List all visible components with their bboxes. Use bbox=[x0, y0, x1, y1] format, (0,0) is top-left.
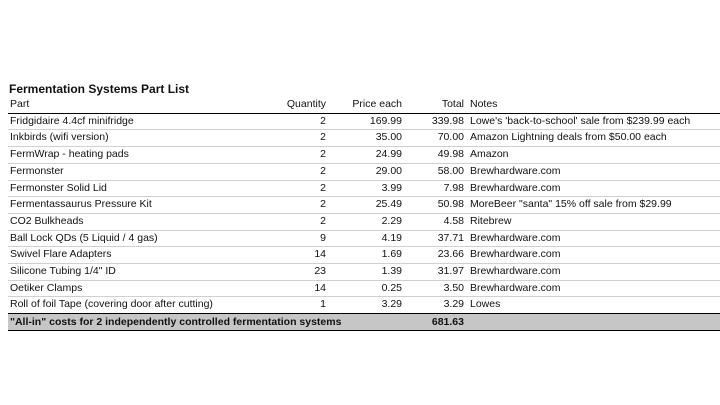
cell-total: 50.98 bbox=[404, 197, 466, 214]
table-row bbox=[8, 130, 720, 147]
cell-total: 3.29 bbox=[404, 297, 466, 314]
cell-part: Fridgidaire 4.4cf minifridge bbox=[8, 113, 262, 130]
cell-price-each: 0.25 bbox=[328, 280, 404, 297]
cell-total: 3.50 bbox=[404, 280, 466, 297]
table-row bbox=[8, 297, 720, 314]
page-title: Fermentation Systems Part List bbox=[9, 82, 190, 96]
cell-quantity: 23 bbox=[262, 264, 328, 281]
cell-quantity: 2 bbox=[262, 130, 328, 147]
table-row bbox=[8, 264, 720, 281]
cell-price-each: 4.19 bbox=[328, 230, 404, 247]
column-header-price-each: Price each bbox=[328, 97, 404, 113]
table-header-row bbox=[8, 97, 720, 113]
cell-notes: Lowe's 'back-to-school' sale from $239.99 each bbox=[466, 113, 720, 130]
cell-notes: Brewhardware.com bbox=[466, 180, 720, 197]
summary-notes-empty bbox=[466, 314, 720, 331]
cell-notes: Brewhardware.com bbox=[466, 280, 720, 297]
cell-part: Ball Lock QDs (5 Liquid / 4 gas) bbox=[8, 230, 262, 247]
cell-part: CO2 Bulkheads bbox=[8, 213, 262, 230]
cell-quantity: 14 bbox=[262, 247, 328, 264]
cell-part: Fermentassaurus Pressure Kit bbox=[8, 197, 262, 214]
cell-quantity: 1 bbox=[262, 297, 328, 314]
table-row bbox=[8, 247, 720, 264]
table-row bbox=[8, 280, 720, 297]
column-header-quantity: Quantity bbox=[262, 97, 328, 113]
cell-price-each: 169.99 bbox=[328, 113, 404, 130]
cell-price-each: 3.99 bbox=[328, 180, 404, 197]
cell-quantity: 2 bbox=[262, 113, 328, 130]
summary-total: 681.63 bbox=[404, 314, 466, 331]
cell-part: Fermonster Solid Lid bbox=[8, 180, 262, 197]
parts-list-sheet bbox=[8, 82, 710, 331]
cell-total: 7.98 bbox=[404, 180, 466, 197]
cell-notes: Amazon bbox=[466, 147, 720, 164]
cell-total: 49.98 bbox=[404, 147, 466, 164]
cell-total: 339.98 bbox=[404, 113, 466, 130]
cell-quantity: 14 bbox=[262, 280, 328, 297]
column-header-notes: Notes bbox=[466, 97, 720, 113]
parts-table-body bbox=[8, 113, 720, 313]
cell-total: 31.97 bbox=[404, 264, 466, 281]
cell-part: Silicone Tubing 1/4" ID bbox=[8, 264, 262, 281]
cell-notes: Brewhardware.com bbox=[466, 264, 720, 281]
table-row bbox=[8, 113, 720, 130]
cell-total: 58.00 bbox=[404, 163, 466, 180]
cell-part: Inkbirds (wifi version) bbox=[8, 130, 262, 147]
cell-total: 4.58 bbox=[404, 213, 466, 230]
column-header-total: Total bbox=[404, 97, 466, 113]
cell-quantity: 9 bbox=[262, 230, 328, 247]
table-row bbox=[8, 197, 720, 214]
cell-price-each: 1.69 bbox=[328, 247, 404, 264]
cell-price-each: 35.00 bbox=[328, 130, 404, 147]
table-row bbox=[8, 230, 720, 247]
cell-part: Swivel Flare Adapters bbox=[8, 247, 262, 264]
table-row bbox=[8, 213, 720, 230]
summary-label: "All-in" costs for 2 independently controlled fermentation systems bbox=[8, 314, 404, 331]
cell-price-each: 29.00 bbox=[328, 163, 404, 180]
cell-quantity: 2 bbox=[262, 213, 328, 230]
cell-quantity: 2 bbox=[262, 180, 328, 197]
cell-notes: MoreBeer "santa" 15% off sale from $29.99 bbox=[466, 197, 720, 214]
table-row bbox=[8, 163, 720, 180]
cell-quantity: 2 bbox=[262, 197, 328, 214]
cell-notes: Brewhardware.com bbox=[466, 163, 720, 180]
cell-part: FermWrap - heating pads bbox=[8, 147, 262, 164]
cell-notes: Brewhardware.com bbox=[466, 230, 720, 247]
cell-total: 23.66 bbox=[404, 247, 466, 264]
table-row bbox=[8, 180, 720, 197]
cell-price-each: 2.29 bbox=[328, 213, 404, 230]
table-row bbox=[8, 147, 720, 164]
cell-notes: Amazon Lightning deals from $50.00 each bbox=[466, 130, 720, 147]
cell-notes: Brewhardware.com bbox=[466, 247, 720, 264]
column-header-part: Part bbox=[8, 97, 262, 113]
parts-table bbox=[8, 97, 720, 331]
cell-part: Fermonster bbox=[8, 163, 262, 180]
cell-quantity: 2 bbox=[262, 163, 328, 180]
cell-price-each: 25.49 bbox=[328, 197, 404, 214]
cell-price-each: 24.99 bbox=[328, 147, 404, 164]
summary-row bbox=[8, 314, 720, 331]
cell-notes: Ritebrew bbox=[466, 213, 720, 230]
cell-price-each: 1.39 bbox=[328, 264, 404, 281]
cell-total: 37.71 bbox=[404, 230, 466, 247]
cell-price-each: 3.29 bbox=[328, 297, 404, 314]
cell-total: 70.00 bbox=[404, 130, 466, 147]
cell-part: Oetiker Clamps bbox=[8, 280, 262, 297]
cell-part: Roll of foil Tape (covering door after cutting) bbox=[8, 297, 262, 314]
cell-notes: Lowes bbox=[466, 297, 720, 314]
cell-quantity: 2 bbox=[262, 147, 328, 164]
